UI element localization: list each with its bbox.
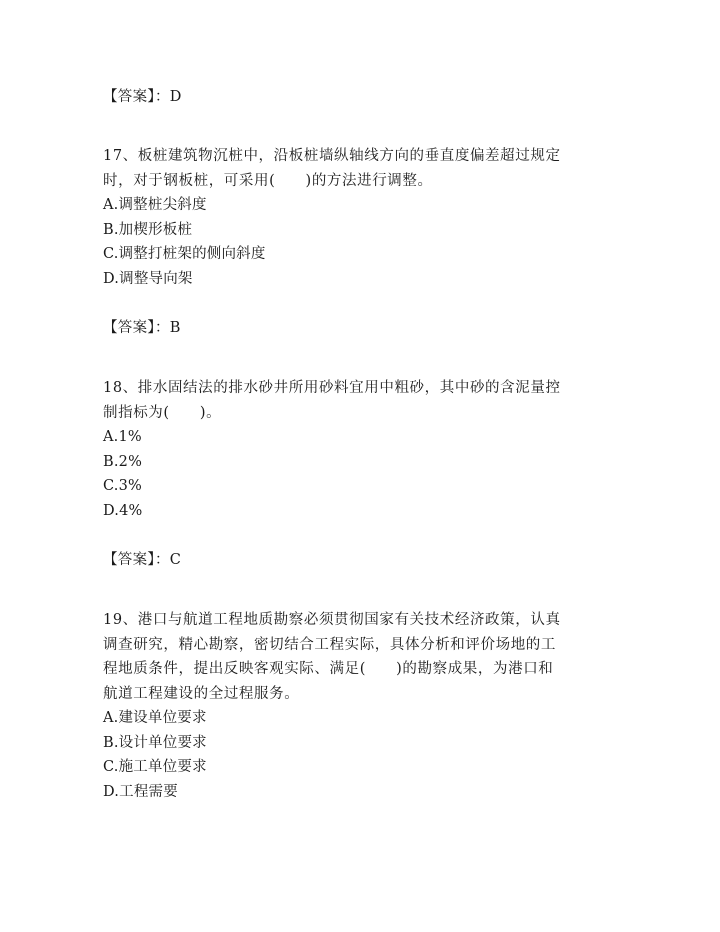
option-b: B.设计单位要求 (103, 734, 207, 751)
option-c: C.3% (103, 478, 142, 494)
option-d: D.调整导向架 (103, 270, 193, 287)
option-b: B.2% (103, 453, 143, 470)
option-a: A.调整桩尖斜度 (103, 197, 207, 213)
stem-line: 调查研究，精心勘察，密切结合工程实际，具体分析和评价场地的工 (103, 636, 556, 653)
stem-line: 18、排水固结法的排水砂井所用砂料宜用中粗砂，其中砂的含泥量控 (103, 380, 561, 396)
question-stem (103, 144, 613, 193)
option-c: C.调整打桩架的侧向斜度 (103, 246, 266, 262)
option-d: D.工程需要 (103, 783, 178, 800)
stem-line: 程地质条件，提出反映客观实际、满足( )的勘察成果，为港口和 (103, 661, 554, 677)
option-b: B.加楔形板桩 (103, 221, 193, 238)
question-options (103, 706, 613, 804)
question-options (103, 425, 613, 523)
answer-line-18: 【答案】：C (103, 552, 182, 568)
option-a: A.建设单位要求 (103, 710, 207, 726)
question-stem (103, 376, 613, 425)
answer-line-17: 【答案】：B (103, 320, 181, 336)
question-19 (103, 608, 613, 804)
stem-line: 航道工程建设的全过程服务。 (103, 685, 300, 702)
stem-line: 17、板桩建筑物沉桩中，沿板桩墙纵轴线方向的垂直度偏差超过规定 (103, 148, 561, 164)
stem-line: 19、港口与航道工程地质勘察必须贯彻国家有关技术经济政策，认真 (103, 612, 561, 628)
option-c: C.施工单位要求 (103, 759, 207, 775)
question-18 (103, 376, 613, 523)
question-options (103, 193, 613, 291)
answer-line-16: 【答案】：D (103, 89, 182, 105)
option-a: A.1% (103, 429, 142, 445)
question-stem (103, 608, 613, 706)
option-d: D.4% (103, 502, 143, 519)
stem-line: 制指标为( )。 (103, 404, 222, 421)
question-17 (103, 144, 613, 291)
stem-line: 时，对于钢板桩，可采用( )的方法进行调整。 (103, 172, 433, 189)
